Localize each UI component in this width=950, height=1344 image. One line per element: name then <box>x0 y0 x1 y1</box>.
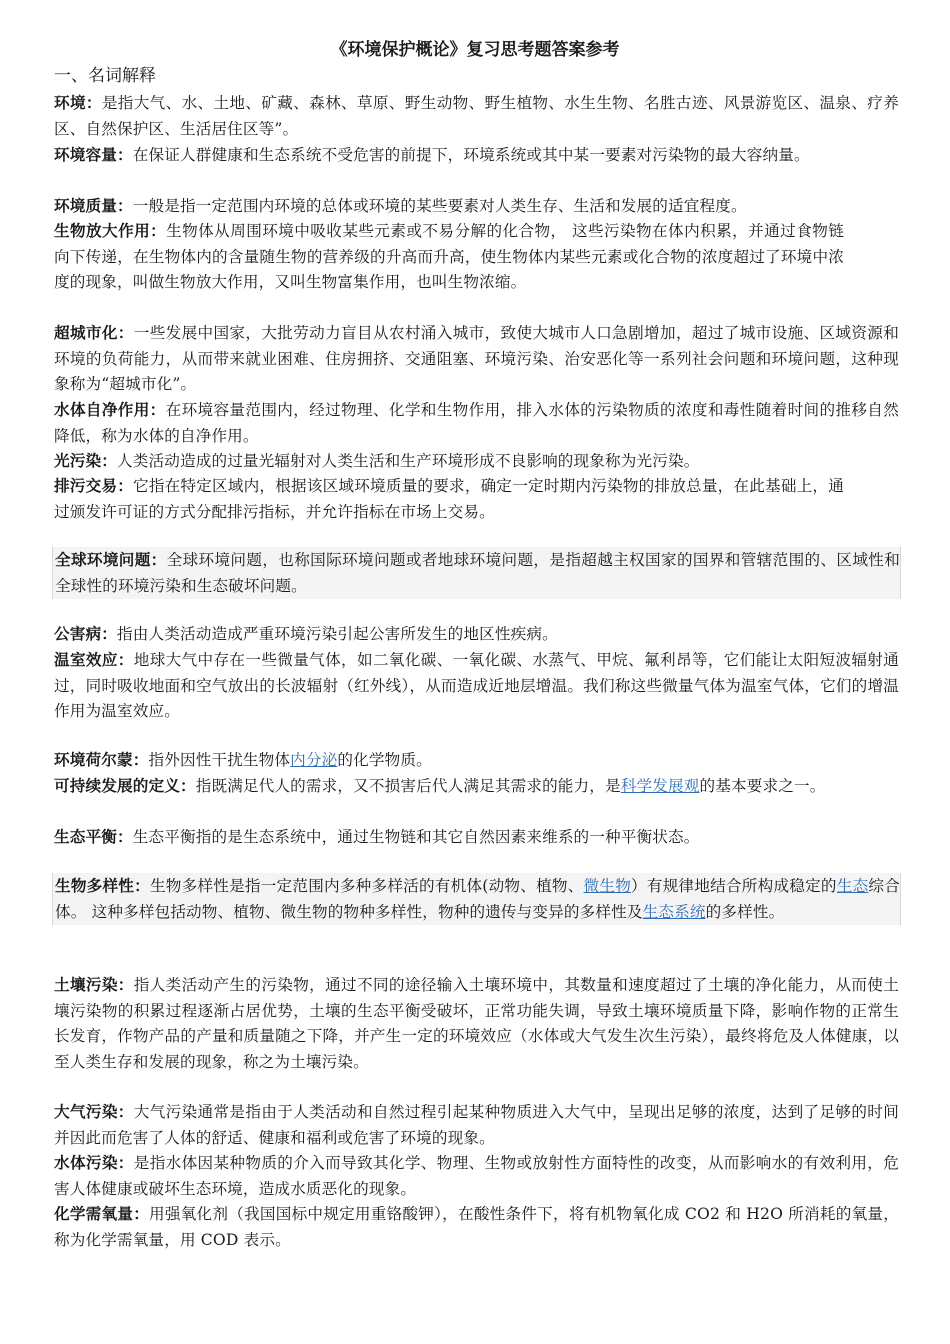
definition-text: 指人类活动产生的污染物，通过不同的途径输入土壤环境中，其数量和速度超过了土壤的净化能力，从而使土壤污染物的积累过程逐渐占居优势，土壤的生态平衡受破坏，正常功能失调，导致土壤环境质量下降，影响作物的正常生长发育，作物产品的产量和质量随之下降，并产生一定的环境效应（水体或大气发生次生污染），最终将危及人体健康，以至人类生存和发展的现象，称之为土壤污染。 <box>54 976 899 1071</box>
definition-text: 指外因性干扰生物体 <box>148 751 291 769</box>
definition-text: 一些发展中国家，大批劳动力盲目从农村涌入城市，致使大城市人口急剧增加，超过了城市设施、区域资源和环境的负荷能力，从而带来就业困难、住房拥挤、交通阻塞、环境污染、治安恶化等一系列社会问题和环境问题，这种现象称为“超城市化”。 <box>54 324 899 394</box>
link-ecology[interactable]: 生态 <box>836 877 869 895</box>
definition-text: 综合体。 这种多样包括动物、植物、微生物的物种多样性，物种的遗传与变异的多样性及 <box>55 877 900 921</box>
link-scientific-outlook[interactable]: 科学发展观 <box>620 777 700 795</box>
definition-over-urbanization <box>54 320 899 398</box>
definition-text: 全球环境问题，也称国际环境问题或者地球环境问题，是指超越主权国家的国界和管辖范围的、区域性和全球性的环境污染和生态破坏问题。 <box>55 551 900 595</box>
term-label: 环境容量： <box>54 145 133 164</box>
definition-text: 指既满足代人的需求，又不损害后代人满足其需求的能力，是 <box>195 777 621 795</box>
definition-environmental-capacity <box>54 142 899 169</box>
term-label: 超城市化： <box>54 323 134 342</box>
definition-soil-pollution <box>54 972 899 1075</box>
definition-biodiversity <box>52 873 901 925</box>
definition-environmental-hormone <box>54 747 899 774</box>
definition-text: 地球大气中存在一些微量气体，如二氧化碳、一氧化碳、水蒸气、甲烷、氟利昂等，它们能让太阳短波辐射通过，同时吸收地面和空气放出的长波辐射（红外线），从而造成近地层增温。我们称这些微量气体为温室气体，它们的增温作用为温室效应。 <box>54 651 899 721</box>
term-label: 水体污染： <box>54 1153 134 1172</box>
term-label: 生物放大作用： <box>54 221 167 240</box>
definition-global-environmental-issues <box>52 547 901 599</box>
definition-environmental-quality <box>54 193 899 220</box>
definition-water-self-purification <box>54 397 899 449</box>
definition-text: 是指大气、水、土地、矿藏、森林、草原、野生动物、野生植物、水生生物、名胜古迹、风景游览区、温泉、疗养区、自然保护区、生活居住区等”。 <box>54 94 899 138</box>
definition-text: 生态平衡指的是生态系统中，通过生物链和其它自然因素来维系的一种平衡状态。 <box>132 828 700 846</box>
term-label: 公害病： <box>54 624 117 643</box>
definition-light-pollution <box>54 448 899 475</box>
definition-text: 的多样性。 <box>705 902 785 921</box>
definition-sustainable-development <box>54 773 899 800</box>
definition-greenhouse-effect <box>54 647 899 725</box>
term-label: 生物多样性： <box>55 876 150 895</box>
definition-text: 用强氧化剂（我国国标中规定用重铬酸钾），在酸性条件下，将有机物氧化成 CO2 和 H2O 所消耗的氧量，称为化学需氧量，用 COD 表示。 <box>54 1205 899 1249</box>
term-label: 环境质量： <box>54 196 133 215</box>
definition-ecological-balance <box>54 824 899 851</box>
definition-text: 人类活动造成的过量光辐射对人类生活和生产环境形成不良影响的现象称为光污染。 <box>116 452 700 470</box>
definition-chemical-oxygen-demand <box>54 1201 899 1253</box>
definition-text: ）有规律地结合所构成稳定的 <box>631 877 837 895</box>
link-microorganism[interactable]: 微生物 <box>583 877 632 895</box>
definition-environment <box>54 90 899 142</box>
term-label: 生态平衡： <box>54 827 133 846</box>
term-label: 环境荷尔蒙： <box>54 750 149 769</box>
definition-air-pollution <box>54 1099 899 1151</box>
term-label: 水体自净作用： <box>54 400 166 419</box>
definition-biomagnification <box>54 218 844 296</box>
definition-text: 生物多样性是指一定范围内多种多样活的有机体(动物、植物、 <box>149 877 584 895</box>
definition-text: 在环境容量范围内，经过物理、化学和生物作用，排入水体的污染物质的浓度和毒性随着时间的推移自然降低，称为水体的自净作用。 <box>54 401 899 445</box>
definition-text: 在保证人群健康和生态系统不受危害的前提下，环境系统或其中某一要素对污染物的最大容纳量。 <box>132 146 810 164</box>
definition-emissions-trading <box>54 473 844 525</box>
definition-text: 指由人类活动造成严重环境污染引起公害所发生的地区性疾病。 <box>116 625 558 643</box>
term-label: 化学需氧量： <box>54 1204 150 1223</box>
definition-text: 的基本要求之一。 <box>699 777 826 795</box>
link-endocrine[interactable]: 内分泌 <box>290 751 338 769</box>
section-heading: 一、名词解释 <box>54 66 156 86</box>
definition-water-pollution <box>54 1150 899 1202</box>
definition-pollution-disease <box>54 621 899 648</box>
term-label: 可持续发展的定义： <box>54 776 196 795</box>
definition-text: 大气污染通常是指由于人类活动和自然过程引起某种物质进入大气中，呈现出足够的浓度，达到了足够的时间并因此而危害了人体的舒适、健康和福利或危害了环境的现象。 <box>54 1103 899 1147</box>
term-label: 土壤污染： <box>54 975 134 994</box>
definition-text: 它指在特定区域内，根据该区域环境质量的要求，确定一定时期内污染物的排放总量，在此基础上，通过颁发许可证的方式分配排污指标，并允许指标在市场上交易。 <box>54 477 844 521</box>
term-label: 光污染： <box>54 451 117 470</box>
term-label: 全球环境问题： <box>55 550 167 569</box>
definition-text: 一般是指一定范围内环境的总体或环境的某些要素对人类生存、生活和发展的适宜程度。 <box>132 197 747 215</box>
link-ecosystem[interactable]: 生态系统 <box>642 902 706 921</box>
term-label: 温室效应： <box>54 650 134 669</box>
definition-text: 是指水体因某种物质的介入而导致其化学、物理、生物或放射性方面特性的改变，从而影响水的有效利用，危害人体健康或破坏生态环境，造成水质恶化的现象。 <box>54 1154 899 1198</box>
definition-text: 的化学物质。 <box>337 751 432 769</box>
document-title: 《环境保护概论》复习思考题答案参考 <box>330 40 620 60</box>
definition-text: 生物体从周围环境中吸收某些元素或不易分解的化合物， 这些污染物在体内积累，并通过食物链向下传递，在生物体内的含量随生物的营养级的升高而升高，使生物体内某些元素或化合物的浓度超过了环境中浓度的现象，叫做生物放大作用，又叫生物富集作用，也叫生物浓缩。 <box>54 222 844 292</box>
term-label: 大气污染： <box>54 1102 134 1121</box>
term-label: 环境： <box>54 93 102 112</box>
term-label: 排污交易： <box>54 476 134 495</box>
